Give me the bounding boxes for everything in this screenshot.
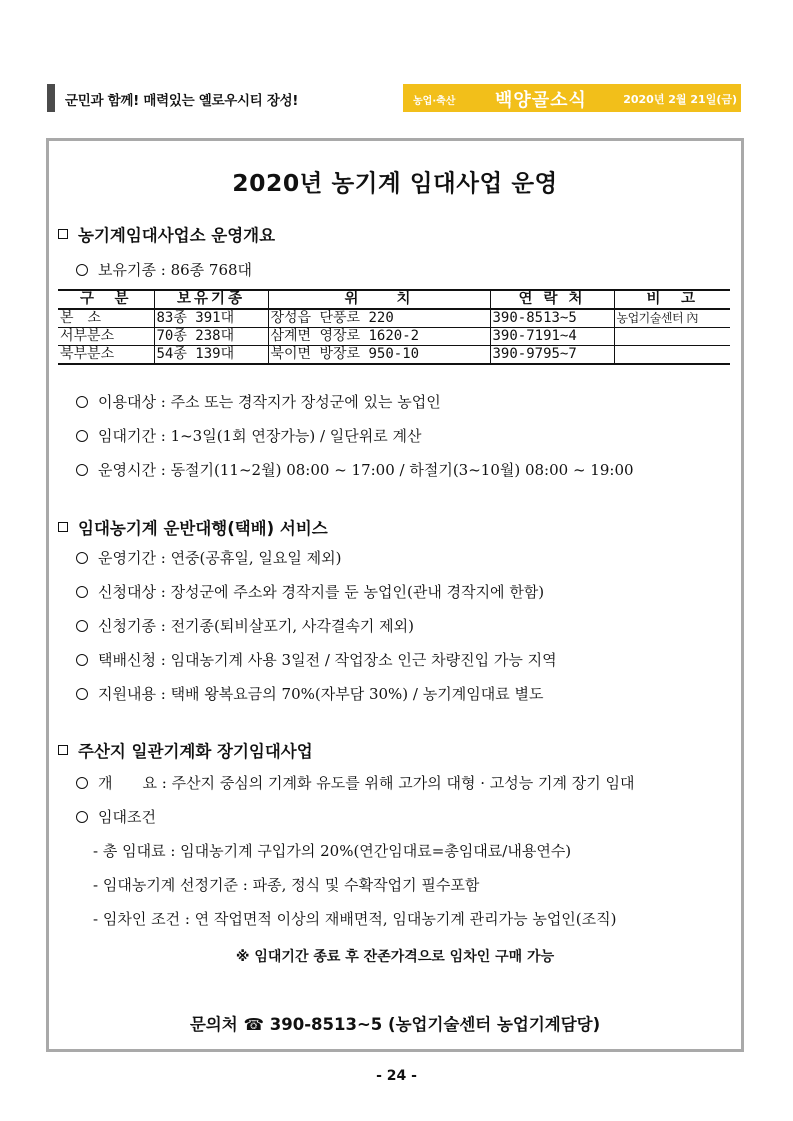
holding-summary: 보유기종 : 86종 768대 bbox=[76, 259, 252, 280]
section-heading-operation: 농기계임대사업소 운영개요 bbox=[58, 222, 275, 246]
circle-bullet-icon bbox=[76, 430, 88, 442]
table-cell: 장성읍 단풍로 220 bbox=[268, 309, 490, 328]
header-bar bbox=[47, 84, 55, 112]
section-heading-long-term: 주산지 일관기계화 장기임대사업 bbox=[58, 738, 313, 762]
table-header: 구 분 bbox=[58, 290, 154, 309]
table-row bbox=[58, 309, 730, 328]
branch-table bbox=[58, 289, 730, 365]
table-cell bbox=[614, 346, 730, 365]
circle-bullet-icon bbox=[76, 777, 88, 789]
table-cell: 본 소 bbox=[58, 309, 154, 328]
table-cell: 삼계면 영장로 1620-2 bbox=[268, 328, 490, 346]
contact-phone: 390-8513~5 bbox=[269, 1015, 383, 1034]
list-item: 운영시간 : 동절기(11~2월) 08:00 ~ 17:00 / 하절기(3~10월) 08:00 ~ 19:00 bbox=[76, 459, 634, 480]
list-item: 임대기간 : 1~3일(1회 연장가능) / 일단위로 계산 bbox=[76, 425, 421, 446]
table-cell: 서부분소 bbox=[58, 328, 154, 346]
circle-bullet-icon bbox=[76, 396, 88, 408]
condition-item: - 총 임대료 : 임대농기계 구입가의 20%(연간임대료=총임대료/내용연수) bbox=[93, 842, 572, 860]
circle-bullet-icon bbox=[76, 654, 88, 666]
circle-bullet-icon bbox=[76, 552, 88, 564]
header-slogan: 군민과 함께! 매력있는 옐로우시티 장성! bbox=[65, 93, 299, 109]
condition-item: - 임차인 조건 : 연 작업면적 이상의 재배면적, 임대농기계 관리가능 농업인(조직) bbox=[93, 910, 617, 928]
table-cell: 390-9795~7 bbox=[490, 346, 614, 365]
circle-bullet-icon bbox=[76, 620, 88, 632]
list-item: 신청대상 : 장성군에 주소와 경작지를 둔 농업인(관내 경작지에 한함) bbox=[76, 581, 544, 602]
header-category: 농업·축산 bbox=[413, 96, 456, 107]
article-frame bbox=[46, 138, 744, 1052]
table-cell: 70종 238대 bbox=[154, 328, 268, 346]
table-header: 비 고 bbox=[614, 290, 730, 309]
list-item: 개 요 : 주산지 중심의 기계화 유도를 위해 고가의 대형 · 고성능 기계 장기 임대 bbox=[76, 772, 635, 793]
circle-bullet-icon bbox=[76, 264, 88, 276]
list-item: 택배신청 : 임대농기계 사용 3일전 / 작업장소 인근 차량진입 가능 지역 bbox=[76, 649, 557, 670]
table-cell: 북부분소 bbox=[58, 346, 154, 365]
contact-department: (농업기술센터 농업기계담당) bbox=[388, 1015, 601, 1034]
page-header bbox=[47, 84, 741, 112]
article-title: 2020년 농기계 임대사업 운영 bbox=[232, 169, 558, 197]
table-header: 연 락 처 bbox=[490, 290, 614, 309]
checkbox-bullet-icon bbox=[58, 522, 68, 532]
checkbox-bullet-icon bbox=[58, 229, 68, 239]
circle-bullet-icon bbox=[76, 688, 88, 700]
table-header-row bbox=[58, 290, 730, 309]
condition-item: - 임대농기계 선정기준 : 파종, 정식 및 수확작업기 필수포함 bbox=[93, 876, 480, 894]
table-row bbox=[58, 328, 730, 346]
contact-line bbox=[49, 1011, 741, 1035]
table-cell: 북이면 방장로 950-10 bbox=[268, 346, 490, 365]
page-number: - 24 - bbox=[376, 1068, 417, 1084]
list-item: 운영기간 : 연중(공휴일, 일요일 제외) bbox=[76, 547, 341, 568]
table-header: 보유기종 bbox=[154, 290, 268, 309]
table-cell: 390-8513~5 bbox=[490, 309, 614, 328]
table-cell bbox=[614, 328, 730, 346]
circle-bullet-icon bbox=[76, 586, 88, 598]
checkbox-bullet-icon bbox=[58, 745, 68, 755]
table-cell: 83종 391대 bbox=[154, 309, 268, 328]
list-item: 지원내용 : 택배 왕복요금의 70%(자부담 30%) / 농기계임대료 별도 bbox=[76, 683, 543, 704]
newsletter-title: 백양골소식 bbox=[495, 90, 587, 111]
circle-bullet-icon bbox=[76, 811, 88, 823]
section-heading-delivery: 임대농기계 운반대행(택배) 서비스 bbox=[58, 515, 328, 539]
table-cell: 390-7191~4 bbox=[490, 328, 614, 346]
list-item: 임대조건 bbox=[76, 806, 156, 827]
list-item: 신청기종 : 전기종(퇴비살포기, 사각결속기 제외) bbox=[76, 615, 414, 636]
purchase-notice: ※ 임대기간 종료 후 잔존가격으로 임차인 구매 가능 bbox=[235, 949, 555, 965]
contact-label: 문의처 bbox=[189, 1015, 238, 1034]
table-header: 위 치 bbox=[268, 290, 490, 309]
table-cell: 농업기술센터 內 bbox=[614, 309, 730, 328]
phone-icon: ☎ bbox=[243, 1015, 264, 1034]
list-item: 이용대상 : 주소 또는 경작지가 장성군에 있는 농업인 bbox=[76, 391, 441, 412]
table-row bbox=[58, 346, 730, 365]
header-date: 2020년 2월 21일(금) bbox=[623, 93, 737, 106]
newsletter-banner bbox=[403, 84, 741, 112]
table-cell: 54종 139대 bbox=[154, 346, 268, 365]
circle-bullet-icon bbox=[76, 464, 88, 476]
